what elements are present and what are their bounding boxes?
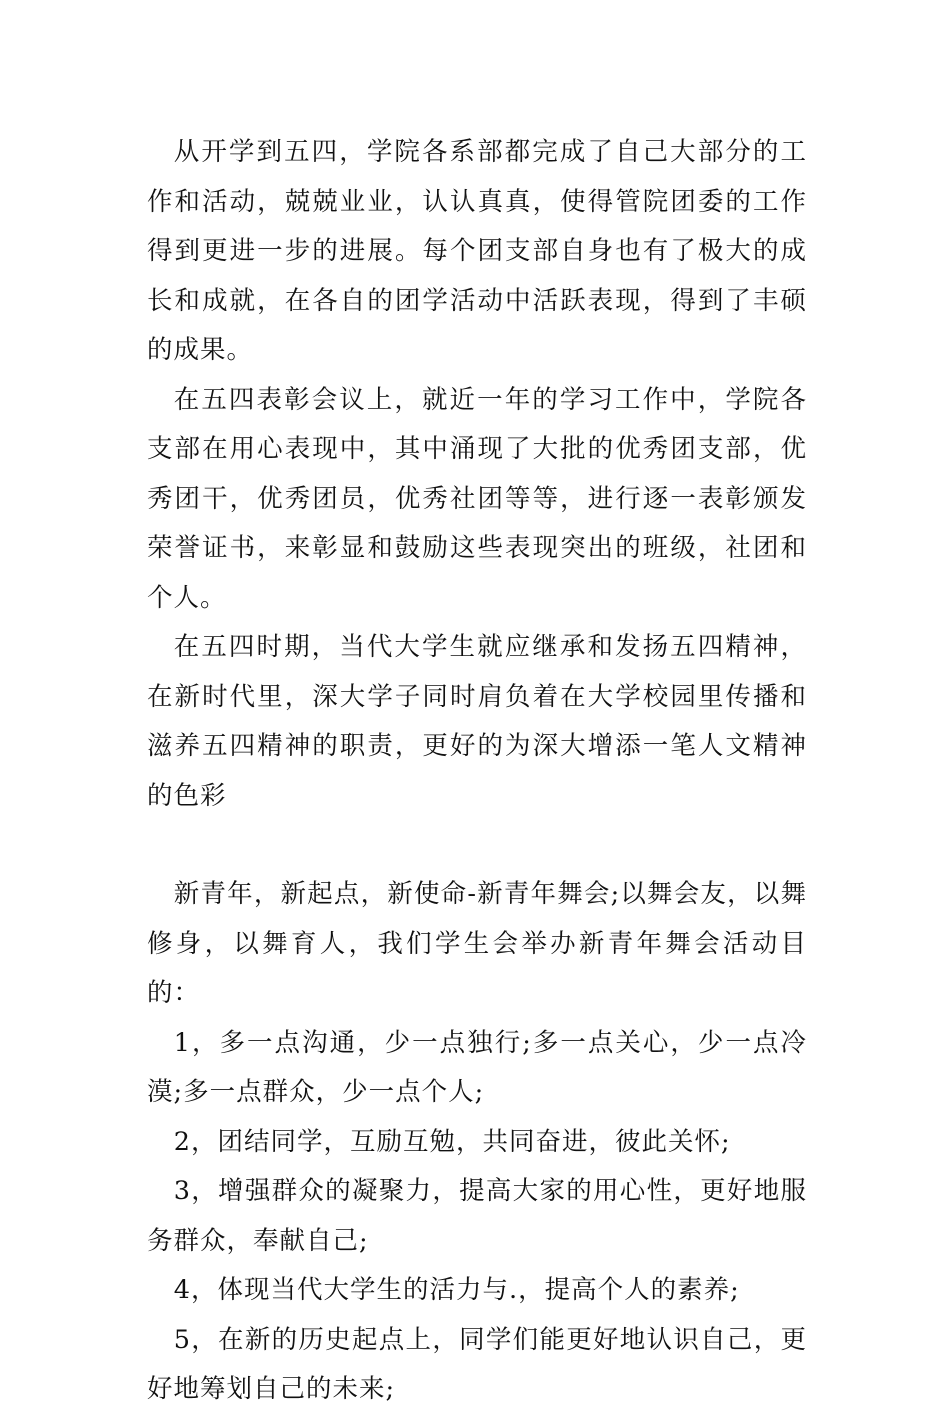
document-body (147, 128, 807, 1415)
list-item: 5，在新的历史起点上，同学们能更好地认识自己，更好地筹划自己的未来; (147, 1324, 807, 1404)
paragraph: 在五四表彰会议上，就近一年的学习工作中，学院各支部在用心表现中，其中涌现了大批的优秀团支部，优秀团干，优秀团员，优秀社团等等，进行逐一表彰颁发荣誉证书，来彰显和鼓励这些表现突出的班级，社团和个人。 (147, 384, 807, 613)
list-item: 4，体现当代大学生的活力与.，提高个人的素养; (173, 1275, 740, 1305)
paragraph: 从开学到五四，学院各系部都完成了自己大部分的工作和活动，兢兢业业，认认真真，使得管院团委的工作得到更进一步的进展。每个团支部自身也有了极大的成长和成就，在各自的团学活动中活跃表现，得到了丰硕的成果。 (147, 137, 807, 365)
list-item: 1，多一点沟通，少一点独行;多一点关心，少一点冷漠;多一点群众，少一点个人; (147, 1027, 807, 1107)
paragraph: 新青年，新起点，新使命-新青年舞会;以舞会友，以舞修身，以舞育人，我们学生会举办新青年舞会活动目的： (147, 879, 807, 1008)
section-gap (147, 821, 807, 870)
list-item: 2，团结同学，互励互勉，共同奋进，彼此关怀; (173, 1126, 731, 1157)
paragraph: 在五四时期，当代大学生就应继承和发扬五四精神，在新时代里，深大学子同时肩负着在大学校园里传播和滋养五四精神的职责，更好的为深大增添一笔人文精神的色彩 (147, 632, 807, 811)
list-item: 3，增强群众的凝聚力，提高大家的用心性，更好地服务群众，奉献自己; (147, 1176, 807, 1256)
